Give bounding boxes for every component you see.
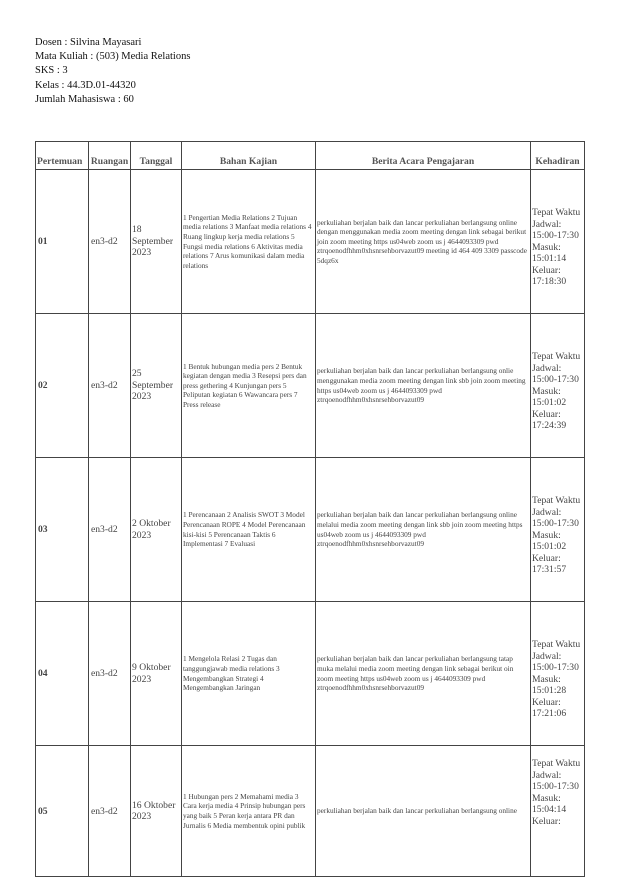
column-header-meeting: Pertemuan <box>36 142 89 170</box>
room-cell: en3-d2 <box>89 314 131 458</box>
date-cell: 9 Oktober 2023 <box>131 602 182 746</box>
room-cell: en3-d2 <box>89 602 131 746</box>
class-code: Kelas : 44.3D.01-44320 <box>35 79 136 91</box>
material-cell: 1 Perencanaan 2 Analisis SWOT 3 Model Perencanaan ROPE 4 Model Perencanaan kisi-kisi 5 Perencanaan Taktis 6 Implementasi 7 Evaluasi <box>182 458 316 602</box>
room-cell: en3-d2 <box>89 746 131 877</box>
table-row <box>36 746 585 877</box>
column-header-teaching-report: Berita Acara Pengajaran <box>316 142 531 170</box>
attendance-cell: Tepat Waktu Jadwal: 15:00-17:30 Masuk: 15:01:02 Keluar: 17:31:57 <box>531 458 585 602</box>
meeting-number: 01 <box>36 170 89 314</box>
attendance-cell: Tepat Waktu Jadwal: 15:00-17:30 Masuk: 15:04:14 Keluar: <box>531 746 585 877</box>
column-header-date: Tanggal <box>131 142 182 170</box>
table-row <box>36 458 585 602</box>
attendance-cell: Tepat Waktu Jadwal: 15:00-17:30 Masuk: 15:01:02 Keluar: 17:24:39 <box>531 314 585 458</box>
date-cell: 2 Oktober 2023 <box>131 458 182 602</box>
attendance-cell: Tepat Waktu Jadwal: 15:00-17:30 Masuk: 15:01:14 Keluar: 17:18:30 <box>531 170 585 314</box>
room-cell: en3-d2 <box>89 170 131 314</box>
meeting-number: 02 <box>36 314 89 458</box>
teaching-report-cell: perkuliahan berjalan baik dan lancar perkuliahan berlangsung online melalui media zoom meeting dengan link sbb join zoom meeting https us04web zoom us j 4644093309 pwd ztrqoenodfhhm0xhsnrsehborvazut09 <box>316 458 531 602</box>
column-header-material: Bahan Kajian <box>182 142 316 170</box>
attendance-cell: Tepat Waktu Jadwal: 15:00-17:30 Masuk: 15:01:28 Keluar: 17:21:06 <box>531 602 585 746</box>
column-header-attendance: Kehadiran <box>531 142 585 170</box>
column-header-room: Ruangan <box>89 142 131 170</box>
material-cell: 1 Pengertian Media Relations 2 Tujuan media relations 3 Manfaat media relations 4 Ruang lingkup kerja media relations 5 Fungsi media relations 6 Aktivitas media relations 7 Arus komunikasi dalam media relations <box>182 170 316 314</box>
course-header <box>35 36 190 107</box>
table-row <box>36 314 585 458</box>
material-cell: 1 Mengelola Relasi 2 Tugas dan tanggungjawab media relations 3 Mengembangkan Strategi 4 Mengembangkan Jaringan <box>182 602 316 746</box>
date-cell: 16 Oktober 2023 <box>131 746 182 877</box>
date-cell: 18 September 2023 <box>131 170 182 314</box>
meeting-number: 04 <box>36 602 89 746</box>
material-cell: 1 Hubungan pers 2 Memahami media 3 Cara kerja media 4 Prinsip hubungan pers yang baik 5 Peran kerja antara PR dan Jurnalis 6 Media membentuk opini publik <box>182 746 316 877</box>
table-row <box>36 602 585 746</box>
meeting-number: 05 <box>36 746 89 877</box>
table-row <box>36 170 585 314</box>
table-header-row <box>36 142 585 170</box>
course-name: Mata Kuliah : (503) Media Relations <box>35 51 191 63</box>
teaching-report-cell: perkuliahan berjalan baik dan lancar perkuliahan berlangsung onlie menggunakan media zoom meeting dengan link sbb join zoom meeting https us04web zoom us j 4644093309 pwd ztrqoenodfhhm0xhsnrsehborvazut09 <box>316 314 531 458</box>
teaching-report-cell: perkuliahan berjalan baik dan lancar perkuliahan berlangsung online <box>316 746 531 877</box>
teaching-journal-table <box>35 141 585 877</box>
lecturer-name: Dosen : Silvina Mayasari <box>35 37 142 48</box>
material-cell: 1 Bentuk hubungan media pers 2 Bentuk kegiatan dengan media 3 Resepsi pers dan press gethering 4 Kunjungan pers 5 Peliputan kegiatan 6 Wawancara pers 7 Press release <box>182 314 316 458</box>
meeting-number: 03 <box>36 458 89 602</box>
credit-units: SKS : 3 <box>35 65 68 77</box>
date-cell: 25 September 2023 <box>131 314 182 458</box>
room-cell: en3-d2 <box>89 458 131 602</box>
teaching-report-cell: perkuliahan berjalan baik dan lancar perkuliahan berlangsung tatap muka melalui media zoom meeting dengan link sebagai berikut oin zoom meeting https us04web zoom us j 4644093309 pwd ztrqoenodfhhm0xhsnrsehborvazut09 <box>316 602 531 746</box>
teaching-report-cell: perkuliahan berjalan baik dan lancar perkuliahan berlangsung online dengan menggunakan media zoom meeting dengan link sebagai berikut join zoom meeting https us04web zoom us j 4644093309 pwd ztrqoenodfhhm0xhsnrsehborvazut09 meeting id 464 409 3309 passcode 5dqz6x <box>316 170 531 314</box>
student-count: Jumlah Mahasiswa : 60 <box>35 93 134 105</box>
